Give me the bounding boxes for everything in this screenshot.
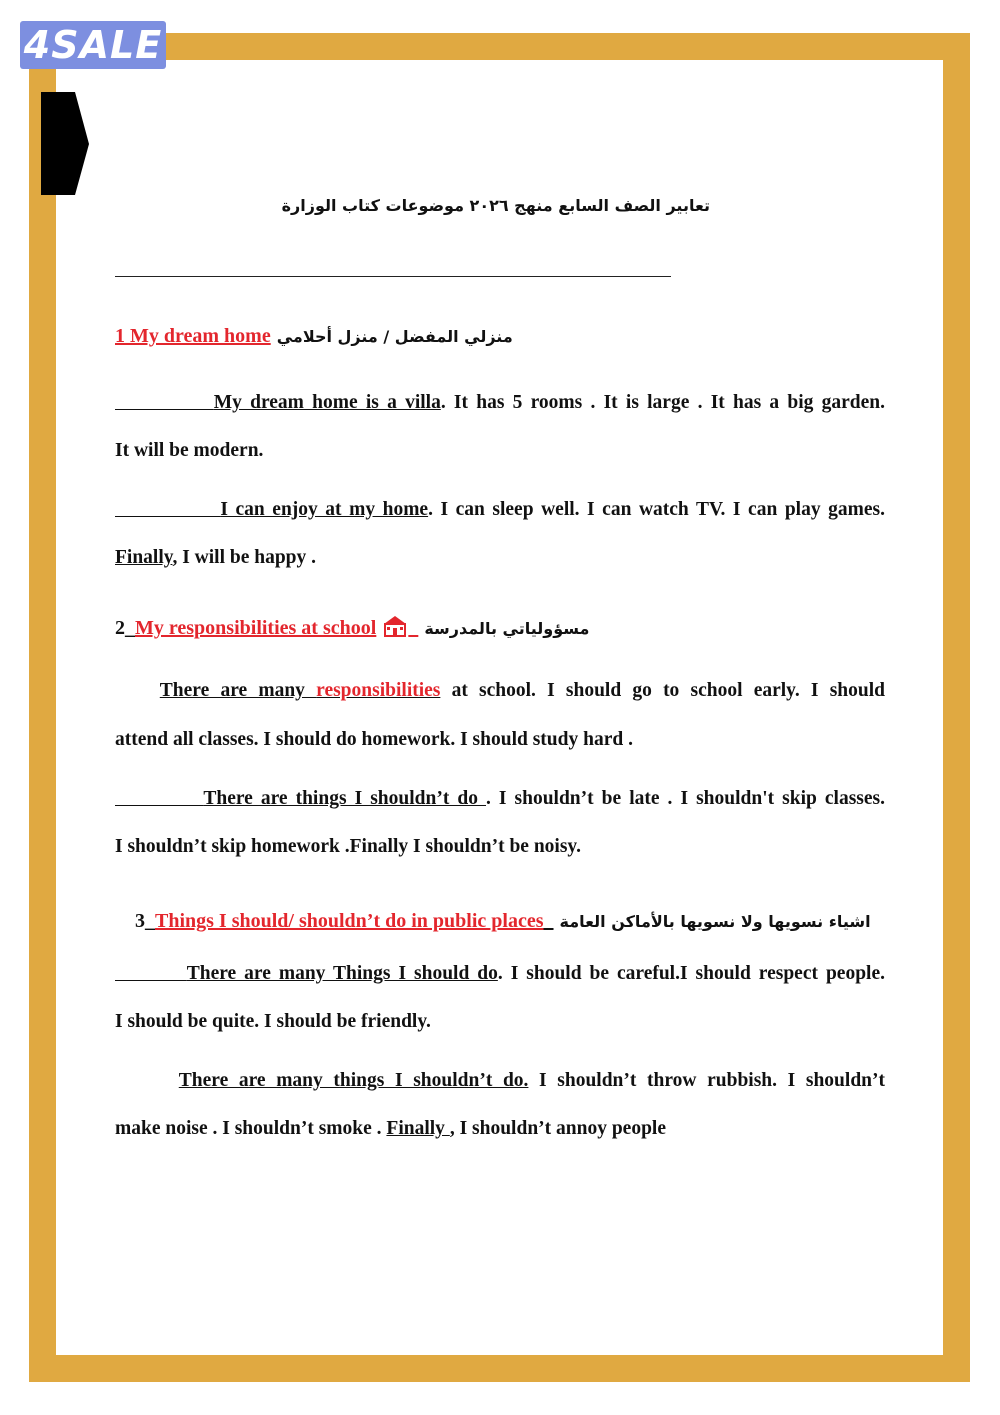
section-title-en: My dream home — [130, 325, 271, 347]
section-title-en: My responsibilities at school — [135, 617, 377, 639]
page-frame — [29, 33, 970, 1382]
paragraph-line: make noise . I shouldn’t smoke . Finally , I shouldn’t annoy people — [115, 1118, 667, 1139]
paragraph-line: There are many Things I should do. I should be careful.I should respect people. — [186, 963, 885, 984]
title-divider — [115, 276, 671, 277]
paragraph-line: My dream home is a villa. It has 5 rooms . It is large . It has a big garden. — [213, 392, 885, 413]
paragraph-line: attend all classes. I should do homework. I should study hard . — [115, 729, 633, 750]
paragraph-line: There are many responsibilities at school. I should go to school early. I should — [159, 680, 886, 701]
section-title-ar: منزلي المفضل / منزل أحلامي — [276, 327, 513, 346]
black-tab-marker — [41, 92, 89, 195]
paragraph-line: There are things I shouldn’t do . I shouldn’t be late . I shouldn't skip classes. — [203, 788, 886, 809]
paragraph-line: It will be modern. — [115, 440, 264, 461]
paragraph-line: Finally, I will be happy . — [115, 547, 317, 568]
section-number: 1 — [115, 325, 125, 347]
section-number: 3_ — [135, 910, 155, 932]
paragraph-line: I shouldn’t skip homework .Finally I shouldn’t be noisy. — [115, 836, 581, 857]
section-2-heading — [115, 615, 589, 641]
paragraph-line: I should be quite. I should be friendly. — [115, 1011, 431, 1032]
logo: 4SALE — [20, 21, 166, 69]
section-number: 2_ — [115, 617, 135, 639]
paragraph-line: I can enjoy at my home. I can sleep well. I can watch TV. I can play games. — [220, 499, 885, 520]
school-icon — [382, 615, 408, 637]
section-1-heading — [115, 325, 513, 351]
page-title: تعابير الصف السابع منهج ٢٠٢٦ موضوعات كتاب الوزارة — [281, 196, 710, 215]
section-title-ar: اشياء نسويها ولا نسويها بالأماكن العامة — [559, 912, 871, 931]
paragraph-line: There are many things I shouldn’t do. I shouldn’t throw rubbish. I shouldn’t — [178, 1070, 885, 1091]
section-3-heading — [135, 910, 871, 936]
section-title-ar: مسؤولياتي بالمدرسة — [424, 619, 590, 638]
section-title-en: Things I should/ shouldn’t do in public places — [155, 910, 544, 932]
